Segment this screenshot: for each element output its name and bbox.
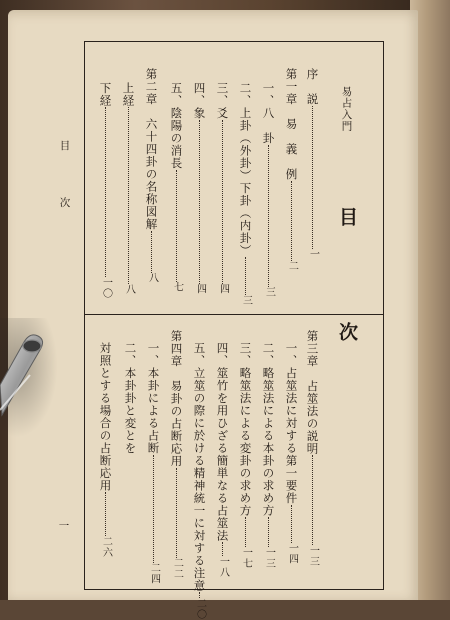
toc-entry: 四、象四	[192, 82, 207, 295]
toc-entry: 対照とする場合の占断応用二六	[98, 342, 113, 558]
toc-entry: 二、略筮法による本卦の求め方一三	[261, 342, 276, 569]
side-label: 目 次	[58, 140, 71, 226]
heading-mokuji-bottom: 次	[336, 322, 358, 345]
toc-entry: 四、筮竹を用ひざる簡単なる占筮法一八	[215, 342, 230, 578]
toc-entry: 序 説一	[305, 68, 320, 260]
heading-mokuji-top: 目	[336, 207, 358, 230]
toc-entry: 五、陰陽の消長七	[169, 82, 184, 293]
toc-entry: 一、八 卦三	[261, 82, 276, 298]
toc-entry: 二、本卦卦と変とを	[123, 342, 138, 455]
toc-entry: 第四章 易卦の占断応用二二	[169, 330, 184, 580]
toc-entry: 下経一〇	[98, 82, 113, 299]
book-title: 易占入門	[340, 86, 353, 132]
toc-entry: 上経八	[121, 82, 136, 295]
binder-clip-icon	[0, 320, 60, 420]
toc-entry: 一、占筮法に対する第一要件一四	[284, 342, 299, 565]
toc-entry: 第一章 易 義 例二	[284, 68, 299, 272]
toc-entry: 一、本卦による占断二四	[146, 342, 161, 585]
toc-entry: 五、立筮の際に於ける精神統一に対する注意二〇	[192, 342, 207, 620]
toc-entry: 三、略筮法による変卦の求め方一七	[238, 342, 253, 569]
toc-entry: 第二章 六十四卦の名称図解八	[144, 68, 159, 284]
toc-entry: 第三章 占筮法の説明一三	[305, 330, 320, 567]
toc-entry: 二、上卦（外卦）下卦（内卦）三	[238, 82, 253, 306]
toc-entry: 三、爻四	[215, 82, 230, 295]
frame-divider	[84, 314, 384, 315]
page-number: 一	[57, 520, 70, 532]
